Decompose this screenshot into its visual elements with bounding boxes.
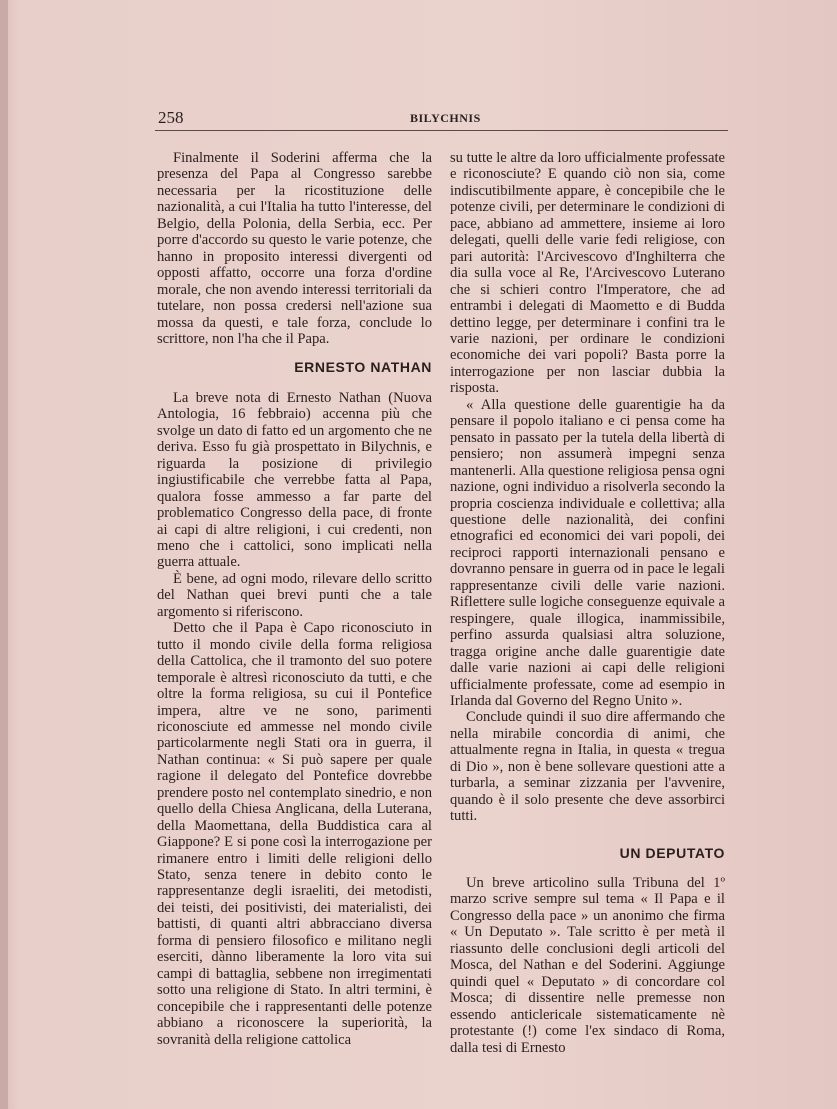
paragraph: su tutte le altre da loro ufficialmente professate e riconosciute? E quando ciò non sia, come indiscutibilmente appare, è concepibile che le potenze civili, per determinare le condizioni di pace, abbiano ad ammettere, insieme ai loro delegati, quelli delle varie fedi religiose, con pari autorità: l'Arcivescovo d'Inghilterra che dia sulla voce al Re, l'Arcivescovo Luterano che si schieri contro l'Imperatore, che ad entrambi i delegati di Maometto e di Budda dettino legge, per determinare i confini tra le varie nazioni, per ordinare le condizioni economiche dei vari popoli? Basta porre la interrogazione per non lasciar dubbia la risposta. [450,150,725,397]
paragraph: Detto che il Papa è Capo riconosciuto in tutto il mondo civile della forma religiosa della Cattolica, che il tramonto del suo potere temporale è altresì riconosciuto da tutti, e che oltre la forma religiosa, su cui il Pontefice impera, altre ve ne sono, parimenti riconosciute ed ammesse nel mondo civile particolarmente negli Stati ora in guerra, il Nathan continua: « Si può sapere per quale ragione il delegato del Pontefice dovrebbe prendere posto nel contemplato sinedrio, e non quello della Chiesa Anglicana, della Luterana, della Maomettana, della Buddistica cara al Giappone? E si pone così la interrogazione per rimanere entro i limiti delle religioni dello Stato, senza tenere in debito conto le rappresentanze degli israeliti, dei metodisti, dei teisti, dei positivisti, dei materialisti, dei battisti, di quanti altri abbracciano diversa forma di pensiero filosofico e militano negli eserciti, dànno liberamente la loro vita sui campi di battaglia, sebbene non irregimentati sotto una religione di Stato. In altri termini, è concepibile che i rappresentanti delle potenze abbiano a riconoscere la superiorità, la sovranità della religione cattolica [157,620,432,1048]
paragraph: La breve nota di Ernesto Nathan (Nuova Antologia, 16 febbraio) accenna più che svolge un dato di fatto ed un argomento che ne deriva. Esso fu già prospettato in Bilychnis, e riguarda la posizione di privilegio ingiustificabile che verrebbe fatta al Papa, qualora fosse ammesso a far parte del problematico Congresso della pace, di fronte ai capi di altre religioni, i cui credenti, non meno che i cattolici, sono implicati nella guerra attuale. [157,389,432,571]
running-title: BILYCHNIS [410,111,481,125]
paragraph: Conclude quindi il suo dire affermando che nella mirabile concordia di animi, che attualmente regna in Italia, in questa « tregua di Dio », non è bene sollevare questioni atte a turbarla, a seminar zizzania per l'avvenire, quando è il solo presente che deve assorbirci tutti. [450,709,725,825]
section-heading: UN DEPUTATO [619,844,725,861]
section-heading: ERNESTO NATHAN [294,359,432,376]
page-number: 258 [158,108,184,127]
paragraph: Finalmente il Soderini afferma che la presenza del Papa al Congresso sarebbe necessaria per la ricostituzione delle nazionalità, a cui l'Italia ha tutto l'interesse, del Belgio, della Polonia, della Serbia, ecc. Per porre d'accordo su questo le varie potenze, che hanno in proposito interessi divergenti od opposti affatto, occorre una forza d'ordine morale, che non avendo interessi territoriali da tutelare, non possa credersi nell'azione sua mossa da questi, e tale forza, conclude lo scrittore, non l'ha che il Papa. [157,150,432,347]
right-column [450,150,725,1056]
left-column [157,150,432,1048]
paragraph: È bene, ad ogni modo, rilevare dello scritto del Nathan quei brevi punti che a tale argomento si riferiscono. [157,570,432,620]
page-header [158,108,728,132]
header-rule [155,130,728,131]
page-edge [0,0,8,1109]
paragraph: « Alla questione delle guarentigie ha da pensare il popolo italiano e ci pensa come ha pensato in passato per la tutela della libertà di pensiero; non assumerà impegni senza mantenerli. Alla questione religiosa pensa ogni nazione, ogni individuo a risolverla secondo la propria coscienza individuale e collettiva; alla questione delle nazionalità, dei confini etnografici ed economici dei vari popoli, dei reciproci rapporti internazionali pensano e dovranno pensare in guerra od in pace le legali rappresentanze civili delle varie nazioni. Riflettere sulle logiche conseguenze equivale a respingere, quale illogica, inammissibile, perfino assurda qualsiasi altra soluzione, tragga origine anche dalle guarentigie date dalle varie nazioni ai capi delle religioni ufficialmente professate, come ad esempio in Irlanda dal Governo del Regno Unito ». [450,396,725,709]
paragraph: Un breve articolino sulla Tribuna del 1º marzo scrive sempre sul tema « Il Papa e il Congresso della pace » un anonimo che firma « Un Deputato ». Tale scritto è per metà il riassunto delle conclusioni degli articoli del Mosca, del Nathan e del Soderini. Aggiunge quindi quel « Deputato » di concordare col Mosca; di dissentire nelle premesse non essendo anticlericale sistematicamente nè protestante (!) come l'ex sindaco di Roma, dalla tesi di Ernesto [450,875,725,1056]
